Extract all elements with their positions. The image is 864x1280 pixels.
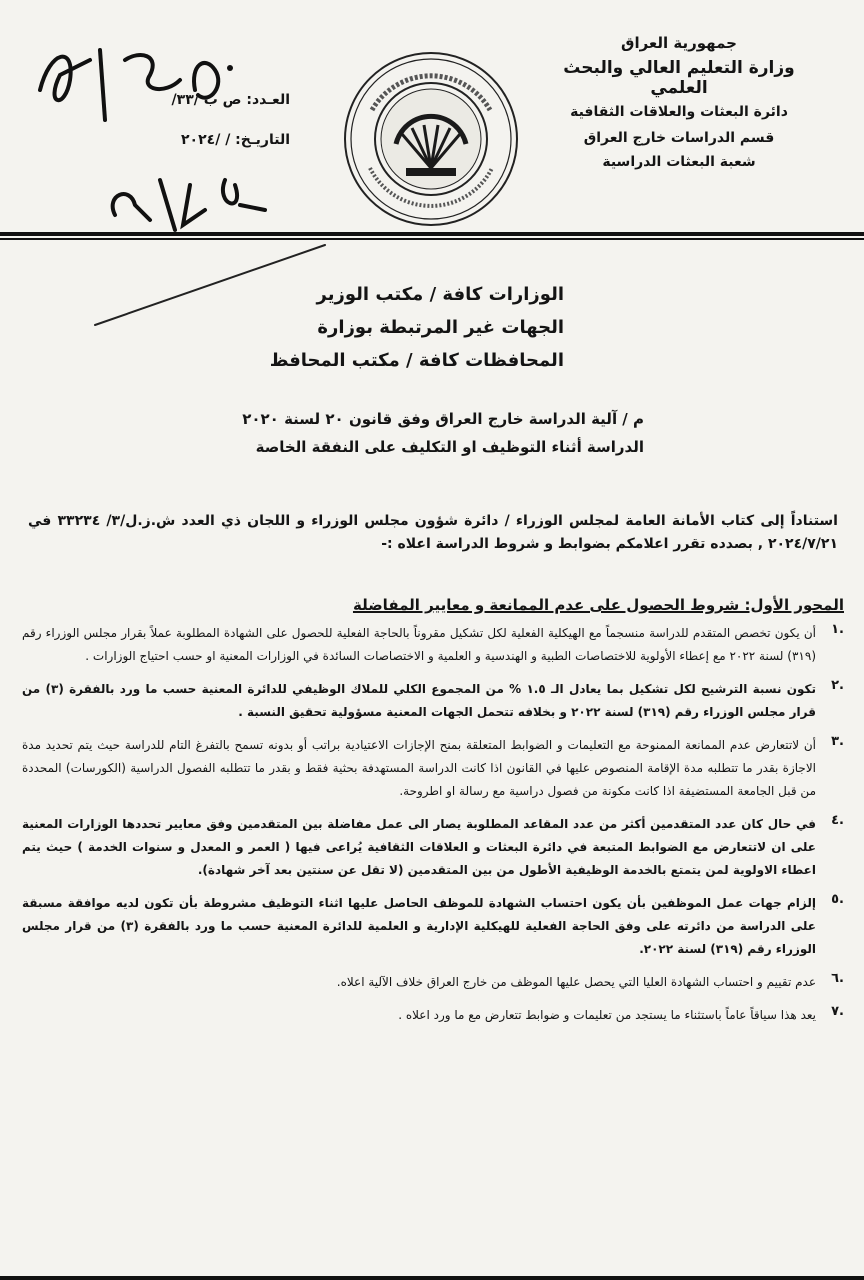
addressee-line: المحافظات كافة / مكتب المحافظ: [269, 350, 564, 371]
item-text: إلزام جهات عمل الموظفين بأن يكون احتساب الشهادة للموظف الحاصل عليها اثناء التوظيف مشروطة بأن تكون لديه موافقة مسبقة على الدراسة من دائرته على وفق الحاجة الفعلية للهيكلية الإدارية و العلمية للدائرة المعنية حسب ما ورد بالفقرة (٣) من قرار مجلس الوزراء رقم (٣١٩) لسنة ٢٠٢٢.: [22, 896, 816, 956]
list-item: [22, 1004, 844, 1027]
ministry-header: [534, 34, 824, 170]
header-divider-thin: [0, 238, 864, 240]
item-number: .٧: [831, 1004, 844, 1019]
item-text: أن يكون تخصص المتقدم للدراسة منسجماً مع الهيكلية الفعلية لكل تشكيل مقروناً بالحاجة الفعلية للحصول على الشهادة المطلوبة عملاً بقرار مجلس الوزراء رقم (٣١٩) لسنة ٢٠٢٢ مع إعطاء الأولوية للاختصاصات الطبية و الهندسية و العلمية و الاختصاصات السائدة في الوزارات المعنية او حسب احتياج الوزارات .: [22, 626, 816, 663]
ministry-name: وزارة التعليم العالي والبحث العلمي: [563, 58, 795, 98]
list-item: [22, 971, 844, 994]
item-number: .٤: [831, 813, 844, 828]
list-item: [22, 734, 844, 803]
item-number: .٢: [831, 678, 844, 693]
list-item: [22, 678, 844, 724]
intro-paragraph: استناداً إلى كتاب الأمانة العامة لمجلس الوزراء / دائرة شؤون مجلس الوزراء و اللجان ذي العدد ش.ز.ل/٣/ ٣٣٢٣٤ في ٢٠٢٤/٧/٢١ , بصدده تقرر اعلامكم بضوابط و شروط الدراسة اعلاه :-: [28, 513, 838, 552]
subject-block: [84, 410, 644, 466]
document-number: العـدد: ص ب /٣٣/: [171, 92, 290, 108]
item-number: .١: [831, 622, 844, 637]
item-number: .٦: [831, 971, 844, 986]
reference-block: [110, 92, 290, 172]
item-text: يعد هذا سياقاً عاماً باستثناء ما يستجد من تعليمات و ضوابط تتعارض مع ما ورد اعلاه .: [398, 1008, 816, 1022]
conditions-list: [22, 622, 844, 1037]
list-item: [22, 622, 844, 668]
section-title-text: المحور الأول: شروط الحصول على عدم الممانعة و معايير المفاضلة: [352, 596, 844, 614]
directorate-name: دائرة البعثات والعلاقات الثقافية: [570, 104, 788, 120]
subject-line: الدراسة أثناء التوظيف او التكليف على النفقة الخاصة: [255, 438, 644, 456]
item-number: .٥: [831, 892, 844, 907]
item-text: أن لاتتعارض عدم الممانعة الممنوحة مع التعليمات و الضوابط المتعلقة بمنح الإجازات الاعتيادية براتب أو بدونه تسمح بالتفرغ التام للدراسة حيث يتم تحديد مدة الاجازة بقدر ما تتطلبه مدة الإقامة المنصوص عليها في القانون اذا كانت الدراسة المستهدفة بحثية فقط و بقدر ما تتطلبه الفصول الدراسية (الكورسات) المحددة من قبل الجامعة المستضيفة اذا كانت مكونة من فصول دراسية مع رسالة او اطروحة.: [22, 738, 816, 798]
addressees: [104, 284, 564, 383]
list-item: [22, 813, 844, 882]
list-item: [22, 892, 844, 961]
addressee-line: الجهات غير المرتبطة بوزارة: [317, 317, 564, 338]
ministry-seal-icon: [342, 50, 520, 228]
handwritten-date-mark: [95, 170, 275, 240]
department-name: قسم الدراسات خارج العراق: [583, 130, 775, 146]
document-date: التاريـخ: / /٢٠٢٤: [181, 132, 290, 148]
bottom-edge: [0, 1276, 864, 1280]
header-divider-thick: [0, 232, 864, 236]
item-text: عدم تقييم و احتساب الشهادة العليا التي يحصل عليها الموظف من خارج العراق خلاف الآلية اعلاه.: [336, 975, 816, 989]
section-title: [24, 596, 844, 614]
item-text: في حال كان عدد المتقدمين أكثر من عدد المقاعد المطلوبة يصار الى عمل مفاضلة بين المتقدمين وفق معايير تحددها الوزارات المعنية على ان لاتتعارض مع الضوابط المتبعة في دائرة البعثات و العلاقات الثقافية يُراعى فيها ( العمر و المعدل و سنوات الخدمة ) حيث يتم اعطاء الاولوية لمن يتمتع بالخدمة الوظيفية الأطول من بين المتقدمين (لا تقل عن سنتين بعد آخر شهادة).: [22, 817, 816, 877]
item-text: تكون نسبة الترشيح لكل تشكيل بما يعادل الـ ١.٥ % من المجموع الكلي للملاك الوظيفي للدائرة المعنية حسب ما ورد بالفقرة (٣) من قرار مجلس الوزراء رقم (٣١٩) لسنة ٢٠٢٢ و بخلافه تتحمل الجهات المعنية مسؤولية تحقيق النسبة .: [22, 682, 817, 719]
subject-line: م / آلية الدراسة خارج العراق وفق قانون ٢٠ لسنة ٢٠٢٠: [242, 410, 644, 428]
item-number: .٣: [831, 734, 844, 749]
addressee-line: الوزارات كافة / مكتب الوزير: [316, 284, 564, 305]
section-name: شعبة البعثات الدراسية: [602, 154, 756, 170]
country-name: جمهورية العراق: [621, 34, 737, 52]
